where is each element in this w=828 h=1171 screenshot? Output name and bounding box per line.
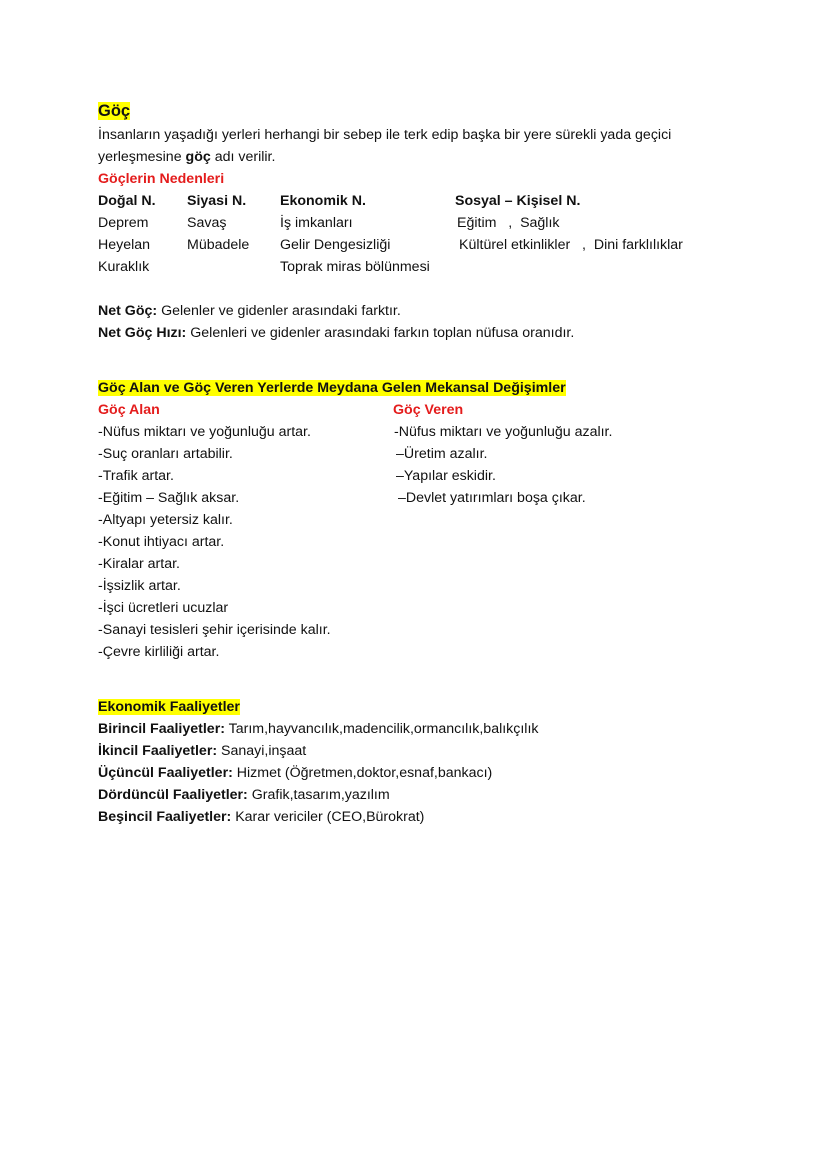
goc-def-end: adı verilir. (210, 149, 276, 165)
veren-item: –Yapılar eskidir. (396, 468, 496, 484)
alan-item: -Kiralar artar. (98, 556, 180, 572)
alan-item: -Nüfus miktarı ve yoğunluğu artar. (98, 424, 311, 440)
siyasi-item: Savaş (187, 215, 227, 231)
ekonomik-title: Ekonomik Faaliyetler (98, 699, 240, 715)
faaliyet-label: Dördüncül Faaliyetler: (98, 787, 248, 803)
faaliyet-item (98, 785, 390, 805)
nedenler-title: Göçlerin Nedenleri (98, 171, 225, 187)
faaliyet-label: Beşincil Faaliyetler: (98, 809, 232, 825)
faaliyet-label: İkincil Faaliyetler: (98, 743, 218, 759)
faaliyet-text: Hizmet (Öğretmen,doktor,esnaf,bankacı) (232, 765, 493, 781)
net-goc-label: Net Göç: (98, 303, 158, 319)
veren-item: –Devlet yatırımları boşa çıkar. (398, 490, 586, 506)
siyasi-item: Mübadele (187, 237, 250, 253)
faaliyet-item (98, 719, 539, 739)
ekonomik-item: Gelir Dengesizliği (280, 237, 391, 253)
alan-item: -Sanayi tesisleri şehir içerisinde kalır. (98, 622, 331, 638)
goc-veren-title: Göç Veren (393, 402, 464, 418)
faaliyet-item (98, 763, 492, 783)
alan-item: -Eğitim – Sağlık aksar. (98, 490, 240, 506)
net-goc-hizi-label: Net Göç Hızı: (98, 325, 187, 341)
faaliyet-text: Sanayi,inşaat (217, 743, 307, 759)
faaliyet-text: Tarım,hayvancılık,madencilik,ormancılık,balıkçılık (224, 721, 539, 737)
alan-item: -Konut ihtiyacı artar. (98, 534, 225, 550)
net-goc-line (98, 301, 401, 321)
veren-item: -Nüfus miktarı ve yoğunluğu azalır. (394, 424, 613, 440)
header-siyasi: Siyasi N. (187, 193, 247, 209)
dogal-item: Heyelan (98, 237, 151, 253)
dogal-item: Kuraklık (98, 259, 150, 275)
faaliyet-item (98, 741, 306, 761)
net-goc-hizi-text: Gelenleri ve gidenler arasındaki farkın toplan nüfusa oranıdır. (186, 325, 575, 341)
goc-definition-line2 (98, 147, 275, 167)
net-goc-hizi-line (98, 323, 574, 343)
alan-item: -Suç oranları artabilir. (98, 446, 233, 462)
sosyal-item: Eğitim , Sağlık (457, 215, 560, 231)
ekonomik-item: İş imkanları (280, 215, 353, 231)
mekansal-heading (98, 378, 566, 398)
mekansal-title: Göç Alan ve Göç Veren Yerlerde Meydana Gelen Mekansal Değişimler (98, 380, 566, 396)
faaliyet-text: Grafik,tasarım,yazılım (247, 787, 390, 803)
goc-def-bold: göç (185, 149, 211, 165)
alan-item: -Altyapı yetersiz kalır. (98, 512, 233, 528)
alan-item: -Trafik artar. (98, 468, 174, 484)
header-sosyal: Sosyal – Kişisel N. (455, 193, 581, 209)
net-goc-text: Gelenler ve gidenler arasındaki farktır. (157, 303, 401, 319)
header-dogal: Doğal N. (98, 193, 156, 209)
faaliyet-label: Üçüncül Faaliyetler: (98, 765, 233, 781)
goc-def-text: yerleşmesine (98, 149, 186, 165)
faaliyet-item (98, 807, 424, 827)
goc-heading (98, 101, 130, 121)
alan-item: -İşsizlik artar. (98, 578, 181, 594)
faaliyet-text: Karar vericiler (CEO,Bürokrat) (231, 809, 425, 825)
goc-title: Göç (98, 102, 131, 120)
goc-alan-title: Göç Alan (98, 402, 160, 418)
ekonomik-heading (98, 697, 240, 717)
header-ekonomik: Ekonomik N. (280, 193, 366, 209)
dogal-item: Deprem (98, 215, 149, 231)
alan-item: -Çevre kirliliği artar. (98, 644, 220, 660)
veren-item: –Üretim azalır. (396, 446, 488, 462)
faaliyet-label: Birincil Faaliyetler: (98, 721, 225, 737)
goc-definition-line1: İnsanların yaşadığı yerleri herhangi bir sebep ile terk edip başka bir yere sürekli yada geçici (98, 127, 672, 143)
ekonomik-item: Toprak miras bölünmesi (280, 259, 430, 275)
alan-item: -İşci ücretleri ucuzlar (98, 600, 229, 616)
sosyal-item: Kültürel etkinlikler , Dini farklılıklar (459, 237, 683, 253)
